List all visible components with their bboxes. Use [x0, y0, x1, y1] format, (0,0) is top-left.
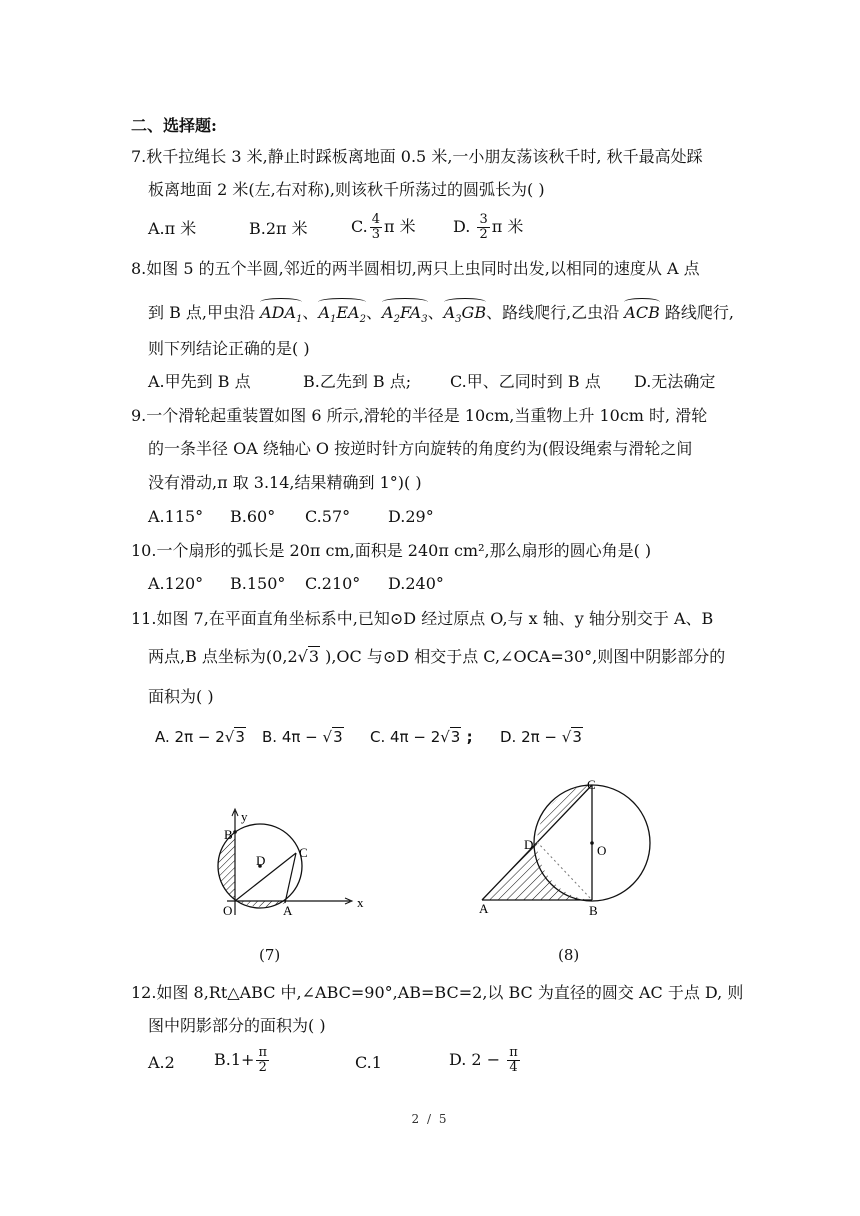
fig7-caption: (7): [259, 946, 281, 964]
q10-option-a: A.120°: [148, 574, 204, 593]
section-title: 二、选择题:: [131, 116, 217, 135]
q11-option-a: A. 2π − 2√3: [155, 728, 245, 746]
q12-option-d: D. 2 − $\frac{\pi}{4}$: [449, 1045, 518, 1075]
q12-option-d-fraction: $\frac{\pi}{4}$: [509, 1045, 518, 1075]
fig8-caption: (8): [558, 946, 580, 964]
q9-line2: 的一条半径 OA 绕轴心 O 按逆时针方向旋转的角度约为(假设绳索与滑轮之间: [148, 439, 693, 458]
q9-line3: 没有滑动,π 取 3.14,结果精确到 1°)( ): [148, 473, 422, 492]
q11-option-b: B. 4π − √3: [262, 728, 343, 746]
q7-option-d-fraction: $\frac{3}{2}$: [479, 212, 488, 242]
q7-option-c-fraction: $\frac{4}{3}$: [371, 212, 381, 242]
q9-option-b: B.60°: [230, 507, 276, 526]
q7-line2: 板离地面 2 米(左,右对称),则该秋千所荡过的圆弧长为( ): [148, 180, 545, 199]
q9-option-a: A.115°: [148, 507, 204, 526]
q8-line3: 则下列结论正确的是( ): [148, 339, 310, 358]
q7-option-b: B.2π 米: [249, 219, 308, 238]
q10-option-d: D.240°: [388, 574, 444, 593]
arc-a3gb: $A_3GB$: [444, 299, 486, 330]
q11-line1: 11.如图 7,在平面直角坐标系中,已知⊙D 经过原点 O,与 x 轴、y 轴分别交于 A、B: [131, 609, 714, 628]
q11-line2: 两点,B 点坐标为(0,2√3 ),OC 与⊙D 相交于点 C,∠OCA=30°,则图中阴影部分的: [148, 647, 726, 666]
arc-acb: ACB: [624, 299, 660, 323]
q12-option-c: C.1: [355, 1053, 382, 1072]
fig7-point-b-dot: [233, 830, 237, 834]
q9-option-d: D.29°: [388, 507, 434, 526]
q12-option-b-fraction: $\frac{\pi}{2}$: [258, 1045, 267, 1075]
q10-option-c: C.210°: [305, 574, 361, 593]
fig7-label-c: C: [299, 845, 308, 860]
q11-line3: 面积为( ): [148, 687, 214, 706]
fig8-label-b: B: [589, 903, 598, 918]
q12-line2: 图中阴影部分的面积为( ): [148, 1016, 326, 1035]
q8-line1: 8.如图 5 的五个半圆,邻近的两半圆相切,两只上虫同时出发,以相同的速度从 A 点: [131, 259, 700, 278]
figure-8: [470, 775, 670, 925]
fig7-label-d: D: [256, 853, 266, 868]
fig8-label-d: D: [524, 837, 534, 852]
q9-line1: 9.一个滑轮起重装置如图 6 所示,滑轮的半径是 10cm,当重物上升 10cm 时, 滑轮: [131, 406, 708, 425]
fig8-label-o: O: [597, 843, 607, 858]
q8-option-d: D.无法确定: [634, 372, 716, 391]
q7-option-d: D. $\frac{3}{2}$ π 米: [453, 212, 524, 242]
arc-a2fa3: $A_2FA_3$: [382, 299, 428, 330]
page-number: 2 / 5: [411, 1112, 449, 1126]
q8-option-a: A.甲先到 B 点: [148, 372, 251, 391]
fig8-label-a: A: [479, 901, 489, 916]
q10-line1: 10.一个扇形的弧长是 20π cm,面积是 240π cm²,那么扇形的圆心角是( ): [131, 541, 652, 560]
q7-option-c: C. $\frac{4}{3}$ π 米: [351, 212, 416, 242]
q12-options: [148, 1046, 648, 1082]
arc-a1ea2: $A_1EA_2$: [318, 299, 366, 330]
q11-option-d: D. 2π − √3: [500, 728, 582, 746]
figure-7: [205, 805, 380, 920]
q10-option-b: B.150°: [230, 574, 286, 593]
q8-line2: 到 B 点,甲虫沿 $ADA_1$、$A_1EA_2$、$A_2FA_3$、$A_3GB$、路线爬行,乙虫沿 ACB 路线爬行,: [148, 299, 734, 330]
q12-line1: 12.如图 8,Rt△ABC 中,∠ABC=90°,AB=BC=2,以 BC 为直径的圆交 AC 于点 D, 则: [131, 983, 744, 1002]
q7-line1: 7.秋千拉绳长 3 米,静止时踩板离地面 0.5 米,一小朋友荡该秋千时, 秋千最高处踩: [131, 147, 703, 166]
fig7-label-a: A: [283, 903, 293, 918]
q12-option-b: B.1+ $\frac{\pi}{2}$: [214, 1045, 267, 1075]
q8-option-b: B.乙先到 B 点;: [303, 372, 412, 391]
q8-option-c: C.甲、乙同时到 B 点: [450, 372, 601, 391]
q11-option-c: C. 4π − 2√3 ;: [370, 728, 473, 746]
q12-option-a: A.2: [148, 1053, 175, 1072]
fig8-center-dot: [590, 841, 594, 845]
fig7-label-y: y: [241, 809, 248, 824]
fig7-label-o: O: [223, 903, 233, 918]
arc-ada1: $ADA_1$: [260, 299, 302, 330]
fig8-shade-lower: [482, 842, 592, 900]
fig8-label-c: C: [587, 777, 596, 792]
fig7-label-x: x: [357, 895, 364, 910]
q7-option-a: A.π 米: [148, 219, 197, 238]
fig7-label-b: B: [224, 827, 233, 842]
q9-option-c: C.57°: [305, 507, 351, 526]
